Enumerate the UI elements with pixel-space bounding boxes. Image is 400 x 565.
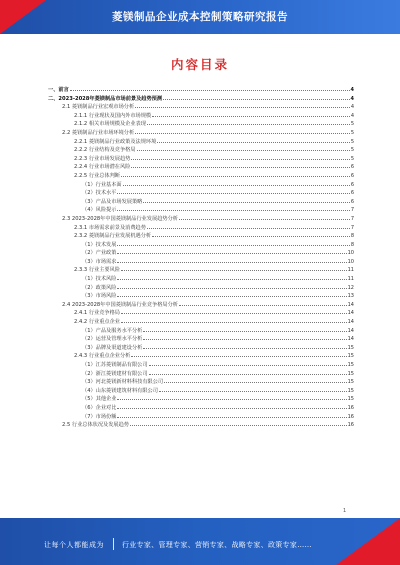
toc-leader-dots: [117, 279, 346, 280]
toc-entry-page: 4: [350, 112, 354, 119]
toc-entry[interactable]: [48, 258, 354, 267]
toc-entry-page: 13: [347, 293, 354, 300]
toc-entry-label: （7）市场份额: [82, 413, 117, 420]
toc-entry[interactable]: [48, 301, 354, 310]
toc-entry-page: 6: [350, 198, 354, 205]
toc-entry-page: 5: [350, 121, 354, 128]
toc-heading: 内容目录: [170, 57, 229, 72]
toc-entry-label: （4）山东菱镁建筑材料有限公司: [82, 387, 158, 394]
toc-leader-dots: [117, 417, 346, 418]
toc-leader-dots: [147, 124, 350, 125]
toc-leader-dots: [179, 305, 347, 306]
toc-entry[interactable]: [48, 266, 354, 275]
toc-leader-dots: [131, 356, 346, 357]
toc-entry-label: 2.1.1 行业现状及国内外市场规模: [74, 112, 152, 119]
toc-entry-label: 2.2.4 行业市场潜在风险: [74, 164, 131, 171]
toc-entry-label: （2）政策风险: [82, 284, 117, 291]
toc-entry[interactable]: [48, 344, 354, 353]
toc-entry-label: （3）品牌及渠道建设分析: [82, 344, 143, 351]
toc-entry-page: 11: [347, 267, 354, 274]
toc-entry-page: 7: [350, 224, 354, 231]
toc-entry-label: （1）技术风险: [82, 276, 117, 283]
toc-entry[interactable]: [48, 138, 354, 147]
toc-entry[interactable]: [48, 224, 354, 233]
toc-leader-dots: [143, 331, 346, 332]
toc-entry[interactable]: [48, 155, 354, 164]
toc-entry-page: 5: [350, 129, 354, 136]
toc-entry[interactable]: [48, 249, 354, 258]
toc-leader-dots: [130, 425, 347, 426]
toc-leader-dots: [121, 313, 347, 314]
toc-entry-label: 2.2 菱镁制品行业市场环境分析: [62, 129, 135, 136]
toc-leader-dots: [152, 236, 350, 237]
toc-entry-label: （2）浙江菱镁建材有限公司: [82, 370, 148, 377]
toc-entry-page: 16: [347, 413, 354, 420]
toc-entry-label: 2.3.1 市场需求前景及消费趋势: [74, 224, 146, 231]
toc-entry-page: 4: [350, 104, 354, 111]
toc-leader-dots: [149, 374, 347, 375]
toc-entry-label: 2.3.3 行业主要风险: [74, 267, 120, 274]
toc-entry-label: （1）技术发展: [82, 241, 117, 248]
toc-leader-dots: [143, 202, 349, 203]
toc-entry-page: 15: [347, 379, 354, 386]
toc-entry[interactable]: [48, 309, 354, 318]
toc-entry-page: 14: [347, 327, 354, 334]
footer-slogan: 让每个人都能成为: [44, 541, 104, 549]
toc-entry-label: 2.3 2023-2028年中国菱镁制品行业发展趋势分析: [62, 215, 178, 222]
toc-leader-dots: [157, 142, 350, 143]
toc-leader-dots: [163, 99, 349, 100]
toc-entry[interactable]: [48, 120, 354, 129]
toc-leader-dots: [179, 219, 350, 220]
toc-entry[interactable]: [48, 404, 354, 413]
toc-leader-dots: [159, 391, 347, 392]
toc-entry-page: 12: [347, 284, 354, 291]
toc-leader-dots: [70, 90, 350, 91]
toc-entry[interactable]: [48, 284, 354, 293]
toc-entry-label: （3）市场需求: [82, 258, 117, 265]
toc-entry-label: （1）产品及服务水平分析: [82, 327, 143, 334]
toc-entry-page: 15: [347, 370, 354, 377]
toc-entry[interactable]: [48, 206, 354, 215]
toc-leader-dots: [135, 107, 350, 108]
toc-entry[interactable]: [48, 112, 354, 121]
toc-entry-label: 2.2.2 行业结构及竞争格局: [74, 147, 136, 154]
toc-entry[interactable]: [48, 163, 354, 172]
toc-leader-dots: [152, 116, 350, 117]
toc-leader-dots: [117, 210, 349, 211]
toc-entry[interactable]: [48, 198, 354, 207]
toc-entry-page: 8: [350, 241, 354, 248]
toc-leader-dots: [117, 296, 346, 297]
toc-entry-page: 15: [347, 362, 354, 368]
toc-leader-dots: [117, 399, 346, 400]
toc-entry-label: （6）企业对比: [82, 404, 117, 411]
toc-entry-label: （1）行业基本面: [82, 181, 122, 188]
toc-entry-page: 10: [347, 258, 354, 265]
toc-entry[interactable]: [48, 103, 354, 112]
toc-leader-dots: [117, 253, 346, 254]
toc-entry[interactable]: [48, 318, 354, 327]
toc-entry-label: 2.2.5 行业总体判断: [74, 172, 120, 179]
toc-leader-dots: [121, 322, 347, 323]
toc-entry-page: 11: [347, 276, 354, 283]
toc-leader-dots: [143, 339, 346, 340]
toc-leader-dots: [117, 193, 349, 194]
toc-entry[interactable]: [48, 146, 354, 155]
toc-entry-page: 6: [350, 164, 354, 171]
toc-entry-page: 4: [350, 95, 354, 102]
toc-leader-dots: [143, 348, 346, 349]
toc-entry[interactable]: [48, 327, 354, 336]
toc-entry-label: 2.1.2 相关市场规模及企业表现: [74, 121, 146, 128]
toc-entry-page: 6: [350, 172, 354, 179]
toc-leader-dots: [117, 288, 346, 289]
toc-entry-label: （2）运营及管理水平分析: [82, 336, 143, 343]
toc-entry-page: 14: [347, 336, 354, 343]
toc-leader-dots: [117, 245, 349, 246]
toc-leader-dots: [117, 408, 346, 409]
document-title: 菱镁制品企业成本控制策略研究报告: [112, 11, 288, 23]
toc-entry-label: 二、2023-2028年菱镁制品市场前景及趋势预测: [48, 95, 163, 102]
toc-entry-label: 2.2.3 行业市场发展趋势: [74, 155, 131, 162]
toc-entry-label: （5）其他企业: [82, 396, 117, 403]
toc-entry[interactable]: [48, 370, 354, 379]
toc-entry[interactable]: [48, 387, 354, 396]
toc-entry-page: 5: [350, 155, 354, 162]
toc-leader-dots: [131, 159, 349, 160]
toc-entry[interactable]: [48, 352, 354, 361]
toc-entry-label: 2.4.2 行业重点企业: [74, 319, 120, 326]
footer-divider: [113, 538, 114, 550]
toc-entry-label: （3）市场风险: [82, 293, 117, 300]
toc-entry-label: 2.5 行业总体状况及发展趋势: [62, 422, 129, 429]
toc-leader-dots: [164, 382, 347, 383]
footer-tagline: 行业专家、管理专家、营销专家、战略专家、政策专家……: [122, 541, 312, 549]
toc-leader-dots: [123, 185, 350, 186]
toc-entry-page: 14: [347, 319, 354, 326]
toc-entry[interactable]: [48, 275, 354, 284]
toc-entry-page: 14: [347, 310, 354, 317]
toc-entry-page: 15: [347, 387, 354, 394]
toc-entry[interactable]: [48, 129, 354, 138]
toc-entry[interactable]: [48, 395, 354, 404]
footer-red-corner: [336, 518, 400, 565]
toc-entry-label: 2.4.1 行业竞争格局: [74, 310, 120, 317]
toc-entry-label: （4）风险提示: [82, 207, 117, 214]
toc-entry[interactable]: [48, 172, 354, 181]
toc-entry-page: 15: [347, 344, 354, 351]
toc-entry[interactable]: [48, 421, 354, 430]
toc-entry-label: 一、前言: [48, 87, 69, 93]
page-number: 1: [343, 508, 347, 514]
toc-entry-page: 14: [347, 301, 354, 308]
toc-leader-dots: [149, 365, 347, 366]
toc-entry-label: 2.4.3 行业重点企业分析: [74, 353, 131, 360]
toc-leader-dots: [131, 167, 349, 168]
toc-entry-page: 4: [350, 87, 354, 93]
toc-entry[interactable]: [48, 378, 354, 387]
toc-entry-label: 2.2.1 菱镁制品行业政策及法规环境: [74, 138, 157, 145]
toc-leader-dots: [147, 228, 350, 229]
toc-entry-label: 2.1 菱镁制品行业宏观市场分析: [62, 104, 135, 111]
toc-entry-page: 5: [350, 147, 354, 154]
toc-leader-dots: [137, 150, 350, 151]
toc-entry-label: 2.3.2 菱镁制品行业发展机遇分析: [74, 233, 152, 240]
toc-leader-dots: [117, 262, 346, 263]
toc-entry-page: 6: [350, 190, 354, 197]
toc-entry-page: 15: [347, 353, 354, 360]
toc-entry-label: （2）产业政策: [82, 250, 117, 257]
toc-entry[interactable]: [48, 361, 354, 370]
toc-entry-label: （3）河北菱镁新材料科技有限公司: [82, 379, 164, 386]
toc-entry[interactable]: [48, 335, 354, 344]
toc-entry-page: 16: [347, 404, 354, 411]
toc-entry[interactable]: [48, 215, 354, 224]
toc-entry-page: 16: [347, 422, 354, 429]
toc-entry[interactable]: [48, 181, 354, 190]
toc-entry-page: 10: [347, 250, 354, 257]
toc-entry-label: （2）技术水平: [82, 190, 117, 197]
toc-entry-label: （3）产品及市场发展策略: [82, 198, 143, 205]
toc-entry-page: 15: [347, 396, 354, 403]
toc-entry[interactable]: [48, 95, 354, 104]
toc-entry-page: 8: [350, 233, 354, 240]
toc-leader-dots: [121, 176, 350, 177]
toc-entry-label: （1）江苏菱镁制品有限公司: [82, 362, 148, 368]
toc-entry[interactable]: [48, 292, 354, 301]
toc-leader-dots: [135, 133, 350, 134]
toc-entry-label: 2.4 2023-2028年中国菱镁制品行业竞争格局分析: [62, 301, 178, 308]
toc-entry[interactable]: [48, 232, 354, 241]
toc-entry[interactable]: [48, 413, 354, 422]
toc-entry-page: 5: [350, 138, 354, 145]
toc-entry[interactable]: [48, 189, 354, 198]
toc-entry-page: 7: [350, 215, 354, 222]
toc-entry[interactable]: [48, 86, 354, 95]
toc-leader-dots: [121, 270, 347, 271]
toc-entry[interactable]: [48, 241, 354, 250]
toc-entry-page: 7: [350, 207, 354, 214]
table-of-contents: [48, 86, 354, 430]
toc-entry-page: 6: [350, 181, 354, 188]
